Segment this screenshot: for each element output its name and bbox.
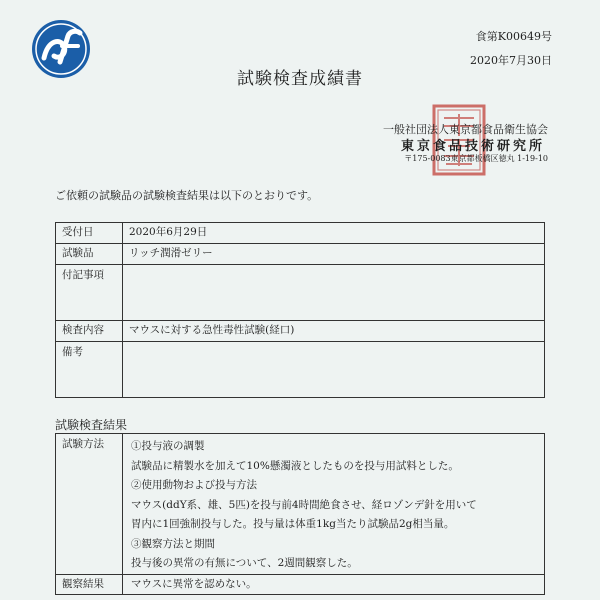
row-value: 2020年6月29日	[123, 223, 545, 244]
table-row	[56, 244, 545, 265]
issuer-address: 〒175-0083東京都板橋区徳丸 1-19-10	[404, 154, 548, 163]
method-label: 試験方法	[56, 434, 123, 575]
method-line: ①投与液の調製	[131, 440, 205, 452]
row-label: 付記事項	[56, 265, 123, 321]
issue-date: 2020年7月30日	[470, 54, 552, 67]
results-table	[55, 433, 545, 595]
table-row	[56, 574, 545, 594]
row-label: 試験品	[56, 244, 123, 265]
row-value	[123, 265, 545, 321]
issuer-institute: 東京食品技術研究所	[400, 139, 545, 154]
intro-text: ご依頼の試験品の試験検査結果は以下のとおりです。	[55, 189, 319, 202]
row-label: 受付日	[56, 223, 123, 244]
table-row	[56, 223, 545, 244]
issuer-association: 一般社団法人東京都食品衛生協会	[383, 123, 548, 136]
method-line: 投与後の異常の有無について、2週間観察した。	[131, 557, 358, 569]
page-title: 試験検査成績書	[237, 69, 363, 89]
row-value: リッチ潤滑ゼリー	[123, 244, 545, 265]
observation-label: 観察結果	[56, 574, 123, 594]
table-row	[56, 265, 545, 321]
table-row	[56, 342, 545, 398]
method-line: マウス(ddY系、雄、5匹)を投与前4時間絶食させ、経ロゾンデ針を用いて	[131, 498, 477, 511]
method-line: ③観察方法と期間	[131, 537, 215, 550]
method-line: 試験品に精製水を加えて10%懸濁液としたものを投与用試料とした。	[131, 459, 459, 472]
document-number: 食第K00649号	[475, 30, 552, 43]
row-label: 備考	[56, 342, 123, 398]
method-content	[123, 434, 545, 575]
row-label: 検査内容	[56, 321, 123, 342]
table-row	[56, 321, 545, 342]
row-value	[123, 342, 545, 398]
observation-value: マウスに異常を認めない。	[123, 574, 545, 594]
table-row	[56, 434, 545, 575]
request-info-table	[55, 222, 545, 398]
row-value: マウスに対する急性毒性試験(経口)	[123, 321, 545, 342]
method-line: 胃内に1回強制投与した。投与量は体重1kg当たり試験品2g相当量。	[131, 518, 455, 530]
method-line: ②使用動物および投与方法	[131, 479, 257, 491]
results-section-title: 試験検査結果	[55, 418, 128, 432]
